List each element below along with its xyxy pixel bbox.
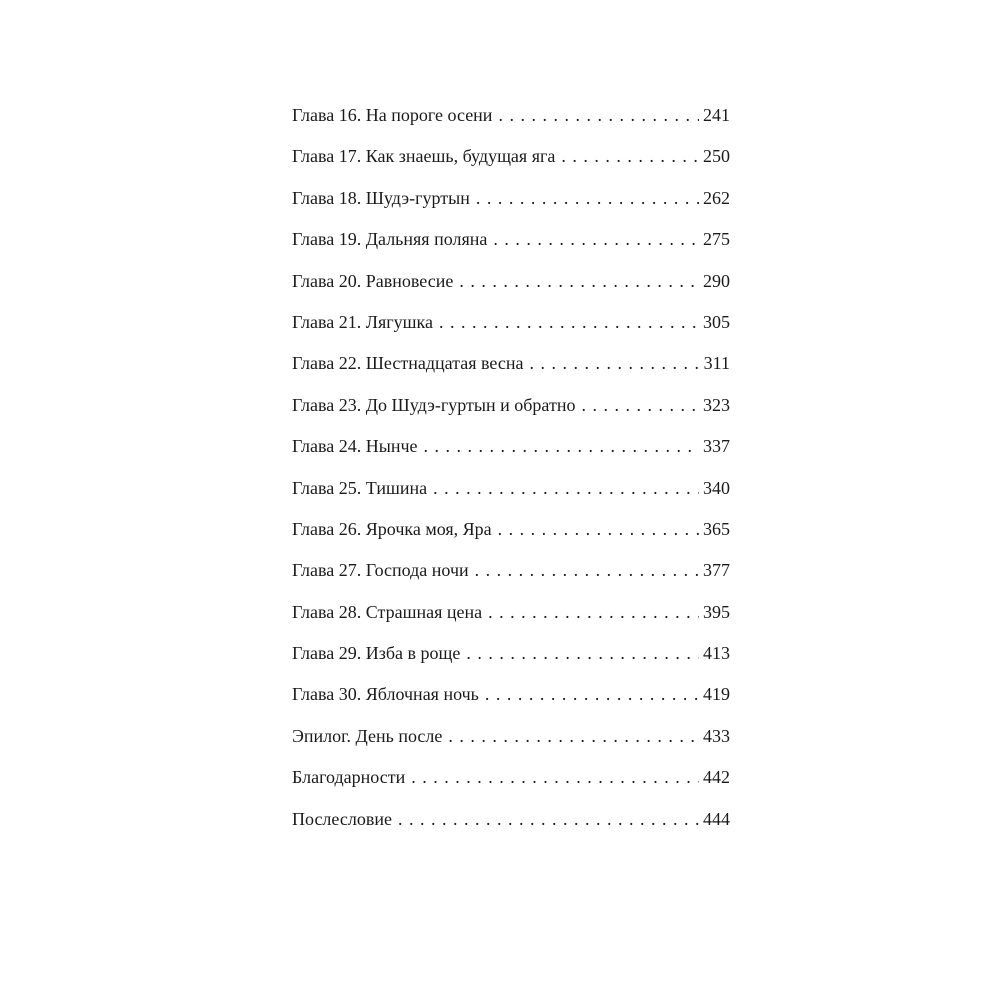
toc-dot-leader (485, 674, 699, 715)
toc-entry-title: Послесловие (292, 808, 392, 829)
toc-entry (292, 799, 730, 840)
toc-entry (292, 716, 730, 757)
toc-entry-title: Глава 25. Тишина (292, 477, 428, 498)
toc-dot-leader (424, 426, 699, 467)
toc-dot-leader (498, 95, 699, 136)
toc-dot-leader (488, 592, 699, 633)
toc-entry (292, 426, 730, 467)
toc-dot-leader (459, 261, 699, 302)
toc-dot-leader (529, 343, 699, 384)
toc-page-number: 290 (703, 270, 730, 291)
toc-entry (292, 633, 730, 674)
toc-page-number: 250 (703, 146, 730, 167)
toc-page-number: 365 (703, 518, 730, 539)
toc-entry-title: Глава 23. До Шудэ-гуртын и обратно (292, 394, 576, 415)
toc-entry-title: Эпилог. День после (292, 725, 443, 746)
toc-dot-leader (448, 716, 699, 757)
toc-page-number: 413 (703, 643, 730, 664)
toc-page-number: 275 (703, 229, 730, 250)
toc-entry-title: Глава 17. Как знаешь, будущая яга (292, 146, 556, 167)
toc-entry-title: Глава 28. Страшная цена (292, 601, 483, 622)
toc-page-number: 323 (703, 394, 730, 415)
toc-page-number: 433 (703, 725, 730, 746)
toc-entry-title: Глава 29. Изба в роще (292, 643, 461, 664)
toc-entry (292, 385, 730, 426)
toc-entry-title: Глава 19. Дальняя поляна (292, 229, 488, 250)
toc-page-number: 311 (703, 353, 730, 374)
toc-entry-title: Глава 18. Шудэ-гуртын (292, 187, 470, 208)
toc-page-number: 337 (703, 436, 730, 457)
toc-entry (292, 757, 730, 798)
toc-entry-title: Глава 16. На пороге осени (292, 105, 493, 125)
toc-entry (292, 592, 730, 633)
toc-entry-title: Глава 26. Ярочка моя, Яра (292, 518, 492, 539)
toc-entry (292, 261, 730, 302)
toc-dot-leader (498, 509, 699, 550)
toc-entry-title: Благодарности (292, 767, 406, 788)
toc-entry-title: Глава 27. Господа ночи (292, 560, 469, 581)
toc-entry (292, 509, 730, 550)
toc-dot-leader (398, 799, 699, 840)
toc-entry-title: Глава 30. Яблочная ночь (292, 684, 479, 705)
toc-dot-leader (466, 633, 699, 674)
toc-entry (292, 302, 730, 343)
toc-dot-leader (439, 302, 699, 343)
toc-entry (292, 95, 730, 136)
toc-page-number: 444 (703, 808, 730, 829)
table-of-contents (292, 95, 730, 840)
toc-dot-leader (561, 136, 699, 177)
toc-entry (292, 468, 730, 509)
toc-entry (292, 178, 730, 219)
toc-entry-title: Глава 22. Шестнадцатая весна (292, 353, 524, 374)
toc-entry (292, 219, 730, 260)
toc-entry (292, 136, 730, 177)
toc-page-number: 241 (703, 105, 730, 125)
toc-entry (292, 674, 730, 715)
toc-entry (292, 550, 730, 591)
toc-entry-title: Глава 24. Нынче (292, 436, 418, 457)
toc-entry-title: Глава 21. Лягушка (292, 311, 433, 332)
toc-page-number: 377 (703, 560, 730, 581)
toc-dot-leader (475, 550, 699, 591)
toc-entry (292, 343, 730, 384)
toc-entry-title: Глава 20. Равновесие (292, 270, 454, 291)
toc-page-number: 395 (703, 601, 730, 622)
toc-page-number: 442 (703, 767, 730, 788)
toc-page-number: 419 (703, 684, 730, 705)
toc-dot-leader (411, 757, 699, 798)
toc-dot-leader (581, 385, 699, 426)
toc-dot-leader (433, 468, 699, 509)
toc-dot-leader (476, 178, 699, 219)
toc-dot-leader (493, 219, 699, 260)
toc-page-number: 305 (703, 311, 730, 332)
toc-page-number: 262 (703, 187, 730, 208)
toc-page-number: 340 (703, 477, 730, 498)
